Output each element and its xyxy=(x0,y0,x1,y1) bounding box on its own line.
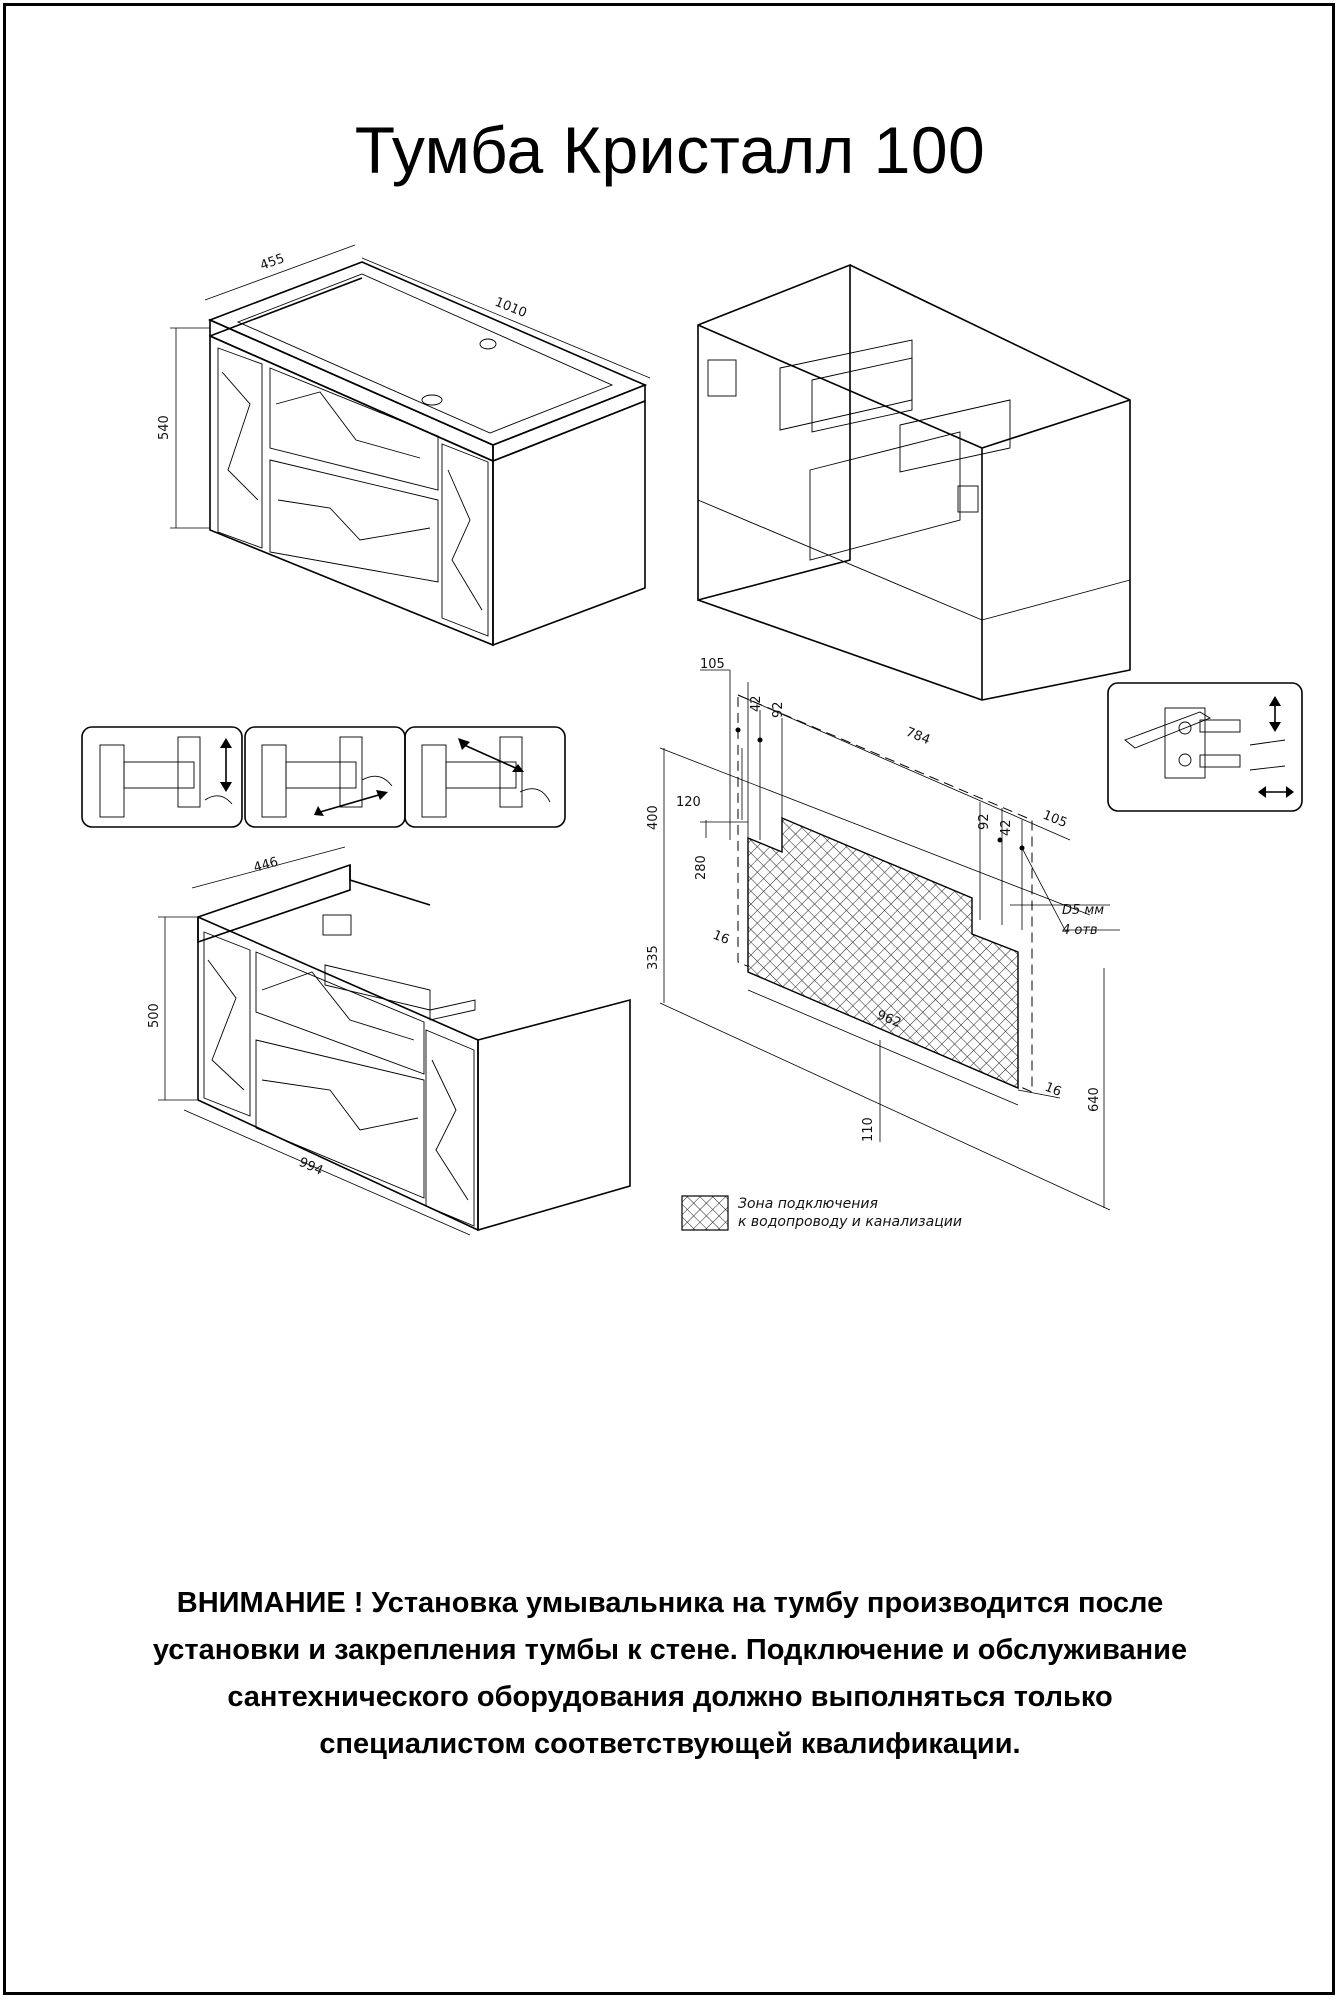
legend-line-2: к водопроводу и канализации xyxy=(738,1214,962,1230)
dim-335: 335 xyxy=(646,945,661,970)
dim-42-left: 42 xyxy=(749,695,764,712)
page-title: Тумба Кристалл 100 xyxy=(354,113,986,187)
dim-16-right: 16 xyxy=(1042,1079,1064,1100)
hinge-adjustment-2 xyxy=(245,727,405,827)
dim-105-left: 105 xyxy=(700,657,725,672)
dim-640: 640 xyxy=(1087,1087,1102,1112)
dim-105-right: 105 xyxy=(1040,807,1070,832)
hole-size-label: D5 мм xyxy=(1062,903,1105,918)
dim-16-left: 16 xyxy=(710,927,732,948)
warning-line-4: специалистом соответствующей квалификации. xyxy=(319,1728,1021,1760)
hinge-adjustment-3 xyxy=(405,727,565,827)
dim-92-right: 92 xyxy=(977,813,992,830)
dim-120: 120 xyxy=(676,795,701,810)
dim-height-500: 500 xyxy=(147,1003,162,1028)
wall-mounting-scheme xyxy=(660,670,1120,1230)
dim-962: 962 xyxy=(874,1007,904,1032)
warning-line-1: ВНИМАНИЕ ! Установка умывальника на тумбу производится после xyxy=(176,1587,1164,1619)
dim-depth-446: 446 xyxy=(251,854,280,876)
dim-height-540: 540 xyxy=(157,415,172,440)
dim-width-994: 994 xyxy=(296,1154,326,1179)
cabinet-interior-drawing xyxy=(698,265,1130,700)
dim-42-right: 42 xyxy=(999,819,1014,836)
cabinet-assembled-drawing xyxy=(170,245,650,645)
dim-depth-455: 455 xyxy=(258,251,287,274)
dim-width-1010: 1010 xyxy=(492,294,529,322)
warning-line-3: сантехнического оборудования должно выполняться только xyxy=(227,1681,1113,1713)
legend-line-1: Зона подключения xyxy=(738,1196,878,1212)
wall-fixing-detail xyxy=(1108,683,1302,811)
warning-notice xyxy=(20,1580,1320,1768)
dim-92-left: 92 xyxy=(771,701,786,718)
warning-line-2: установки и закрепления тумбы к стене. Подключение и обслуживание xyxy=(152,1634,1188,1666)
dim-400: 400 xyxy=(646,805,661,830)
dim-784: 784 xyxy=(903,724,933,749)
hole-count-label: 4 отв xyxy=(1062,923,1098,938)
cabinet-body-drawing xyxy=(158,847,630,1235)
dim-110: 110 xyxy=(861,1117,876,1142)
hinge-adjustment-1 xyxy=(82,727,242,827)
dim-280: 280 xyxy=(694,855,709,880)
